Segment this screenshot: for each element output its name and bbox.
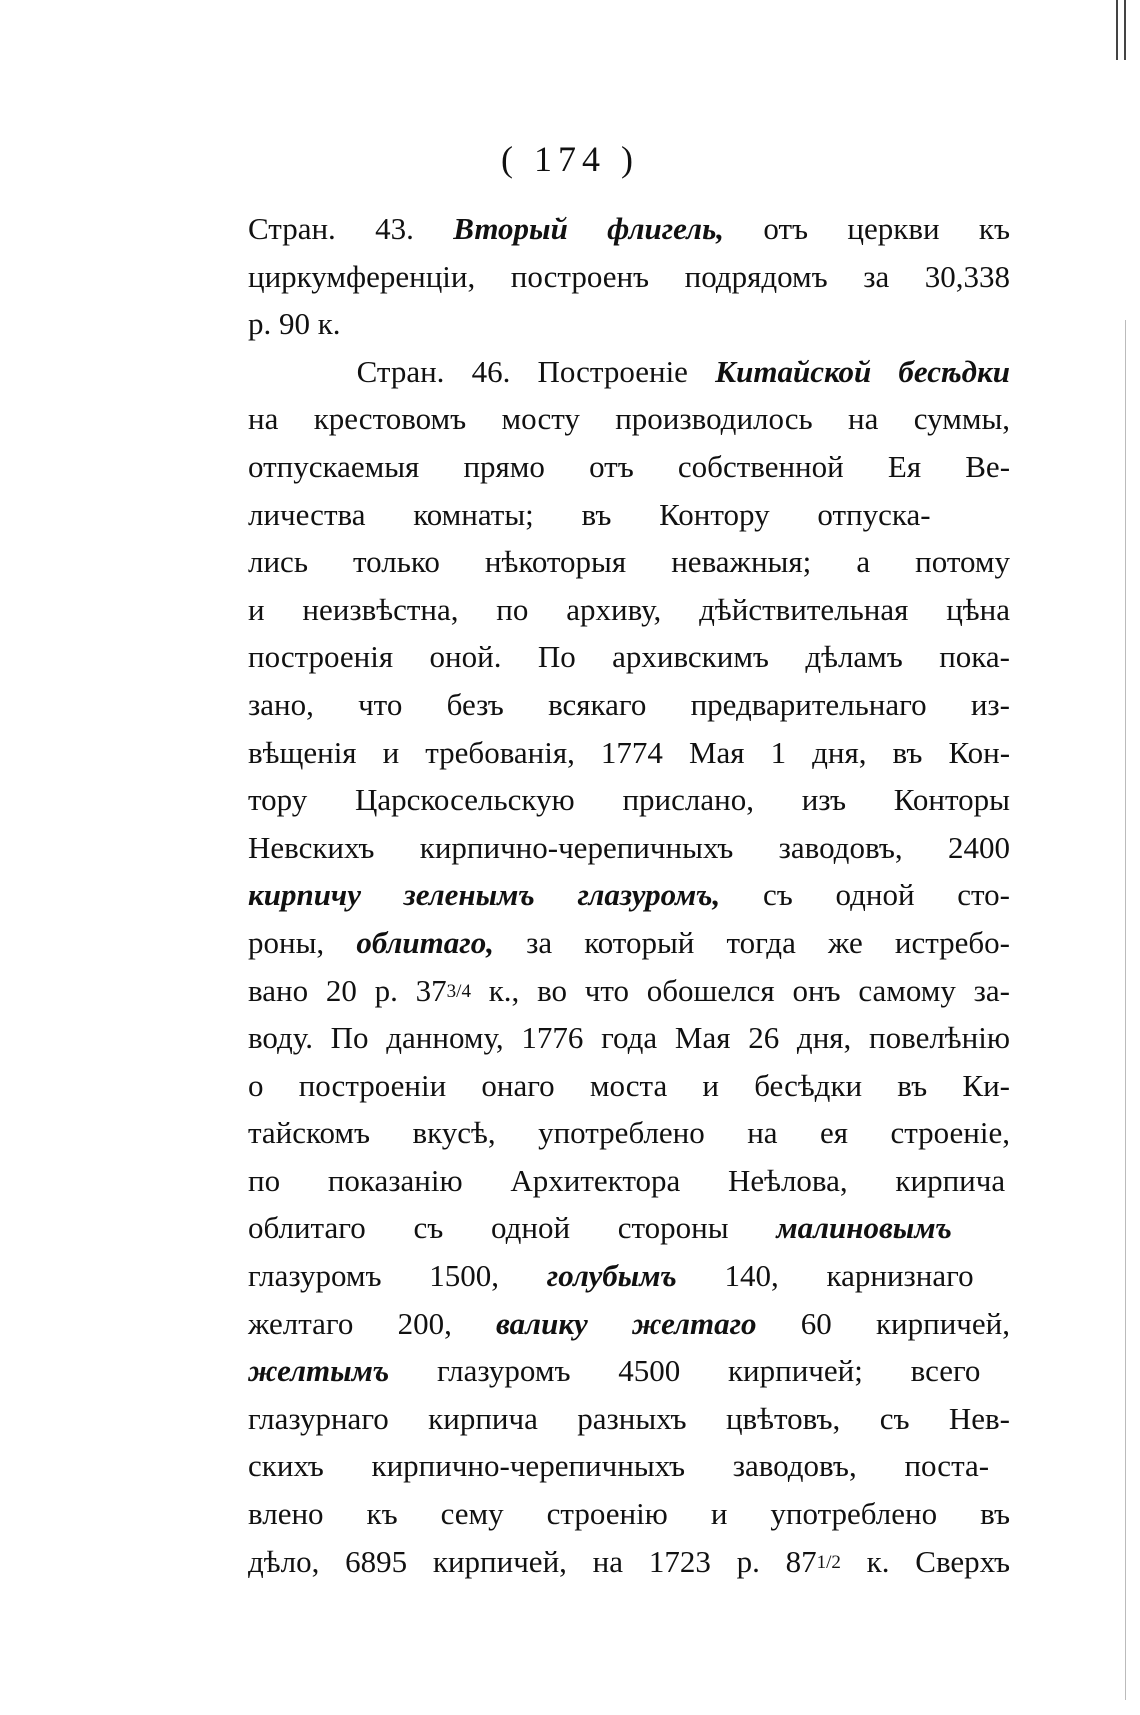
text-run: к. Сверхъ — [840, 1543, 1011, 1579]
text-line — [248, 729, 1010, 777]
text-line-content — [248, 1109, 1010, 1157]
text-line-content — [248, 824, 1010, 872]
text-line — [248, 395, 1010, 443]
text-line — [248, 633, 1010, 681]
italic-text: валику желтаго — [496, 1305, 757, 1341]
body-text — [248, 205, 1010, 1585]
text-run: съ одной сто- — [720, 877, 1010, 913]
text-line — [248, 205, 1010, 253]
text-line — [248, 1062, 1010, 1110]
text-line-content — [248, 586, 1010, 634]
text-line — [248, 871, 1010, 919]
text-line-content — [248, 871, 1010, 919]
text-line-content — [248, 967, 1010, 1016]
italic-text: кирпичу зеленымъ глазуромъ, — [248, 877, 721, 913]
page-edge-line — [1125, 320, 1126, 1700]
text-line — [248, 1395, 1010, 1443]
text-line — [248, 919, 1010, 967]
text-run: построенія оной. По архивскимъ дѣламъ пока- — [248, 639, 1010, 675]
text-line-content — [248, 348, 1010, 396]
text-run: вѣщенія и требованія, 1774 Мая 1 дня, въ Кон- — [248, 734, 1011, 770]
text-line — [248, 1204, 1010, 1252]
text-line-content — [248, 1300, 1010, 1348]
page-number: ( 174 ) — [501, 139, 639, 179]
text-line — [248, 1157, 1010, 1205]
text-line-content — [248, 1442, 989, 1490]
text-line — [248, 1109, 1010, 1157]
text-run: 60 кирпичей, — [756, 1305, 1010, 1341]
text-line — [248, 1490, 1010, 1538]
italic-text: облитаго, — [356, 924, 494, 960]
text-line — [248, 776, 1010, 824]
text-line-content — [248, 1395, 1010, 1443]
text-line — [248, 681, 1010, 729]
italic-text: желтымъ — [248, 1353, 390, 1389]
text-run: отъ церкви къ — [724, 211, 1011, 246]
text-run: влено къ сему строенію и употреблено въ — [248, 1496, 1011, 1532]
italic-text: Вторый флигель, — [453, 211, 725, 246]
italic-text: голубымъ — [546, 1258, 677, 1294]
text-line — [248, 824, 1010, 872]
text-run: глазуромъ 4500 кирпичей; всего — [389, 1353, 981, 1389]
italic-text: Китайской бесѣдки — [715, 353, 1011, 389]
text-run: дѣло, 6895 кирпичей, на 1723 р. 87 — [248, 1543, 817, 1579]
italic-text: малиновымъ — [776, 1210, 952, 1246]
text-run: вано 20 р. 37 — [248, 972, 447, 1008]
text-line — [248, 253, 1010, 301]
fraction: 1/2 — [816, 1551, 841, 1573]
text-line-content — [248, 491, 931, 539]
text-run: Стран. 46. Построеніе — [248, 353, 716, 389]
text-line — [248, 1538, 1010, 1586]
text-line-content — [248, 1252, 974, 1300]
text-run: о построеніи онаго моста и бесѣдки въ Ки- — [248, 1067, 1010, 1103]
text-line-content — [248, 681, 1010, 729]
text-line — [248, 443, 1010, 491]
page-edge-mark — [1116, 0, 1126, 60]
text-line-content — [248, 395, 1010, 443]
text-line-content — [248, 633, 1010, 681]
fraction: 3/4 — [446, 980, 471, 1002]
text-run: и неизвѣстна, по архиву, дѣйствительная цѣна — [248, 591, 1010, 627]
text-line-content — [248, 1538, 1010, 1587]
text-run: воду. По данному, 1776 года Мая 26 дня, повелѣнію — [248, 1020, 1010, 1056]
text-run: тору Царскосельскую прислано, изъ Конторы — [248, 782, 1010, 818]
text-line-content — [248, 538, 1010, 586]
text-run: роны, — [248, 924, 357, 960]
text-line-content — [248, 1062, 1010, 1110]
text-run: глазуромъ 1500, — [248, 1258, 547, 1294]
text-run: Стран. 43. — [248, 211, 454, 246]
text-run: за который тогда же истребо- — [493, 924, 1010, 960]
text-line — [248, 1300, 1010, 1348]
text-run: личества комнаты; въ Контору отпуска- — [248, 496, 931, 532]
text-line — [248, 967, 1010, 1015]
text-run: лись только нѣкоторыя неважныя; а потому — [248, 544, 1011, 580]
text-line-content — [248, 300, 341, 348]
text-run: р. 90 к. — [248, 306, 341, 342]
text-line-content — [248, 776, 1010, 824]
text-line-content — [248, 253, 1010, 301]
text-line — [248, 348, 1010, 396]
text-run: циркумференціи, построенъ подрядомъ за 30,338 — [248, 258, 1010, 294]
text-run: по показанію Архитектора Неѣлова, кирпича — [248, 1162, 1006, 1198]
text-line-content — [248, 729, 1010, 777]
text-line-content — [248, 1157, 1005, 1205]
text-line — [248, 1442, 1010, 1490]
text-line-content — [248, 1347, 980, 1395]
text-line — [248, 300, 1010, 348]
text-run: 140, карнизнаго — [676, 1258, 974, 1294]
text-run: Невскихъ кирпично-черепичныхъ заводовъ, 2400 — [248, 829, 1010, 865]
text-run: глазурнаго кирпича разныхъ цвѣтовъ, съ Нев- — [248, 1400, 1010, 1436]
text-run: отпускаемыя прямо отъ собственной Ея Ве- — [248, 448, 1011, 484]
text-line-content — [248, 1490, 1010, 1538]
text-line — [248, 1014, 1010, 1062]
text-run: желтаго 200, — [248, 1305, 497, 1341]
text-line — [248, 586, 1010, 634]
text-run: тайскомъ вкусѣ, употреблено на ея строеніе, — [248, 1115, 1011, 1151]
text-line-content — [248, 443, 1010, 491]
text-run: на крестовомъ мосту производилось на суммы, — [248, 401, 1011, 437]
text-run: облитаго съ одной стороны — [248, 1210, 777, 1246]
text-line-content — [248, 1204, 952, 1252]
text-run: скихъ кирпично-черепичныхъ заводовъ, поста- — [248, 1448, 990, 1484]
text-line — [248, 1347, 1010, 1395]
text-run: к., во что обошелся онъ самому за- — [470, 972, 1011, 1008]
text-line — [248, 1252, 1010, 1300]
text-line-content — [248, 919, 1010, 967]
text-run: зано, что безъ всякаго предварительнаго из- — [248, 686, 1010, 722]
text-line-content — [248, 205, 1010, 253]
text-line — [248, 491, 1010, 539]
text-line-content — [248, 1014, 1010, 1062]
text-line — [248, 538, 1010, 586]
